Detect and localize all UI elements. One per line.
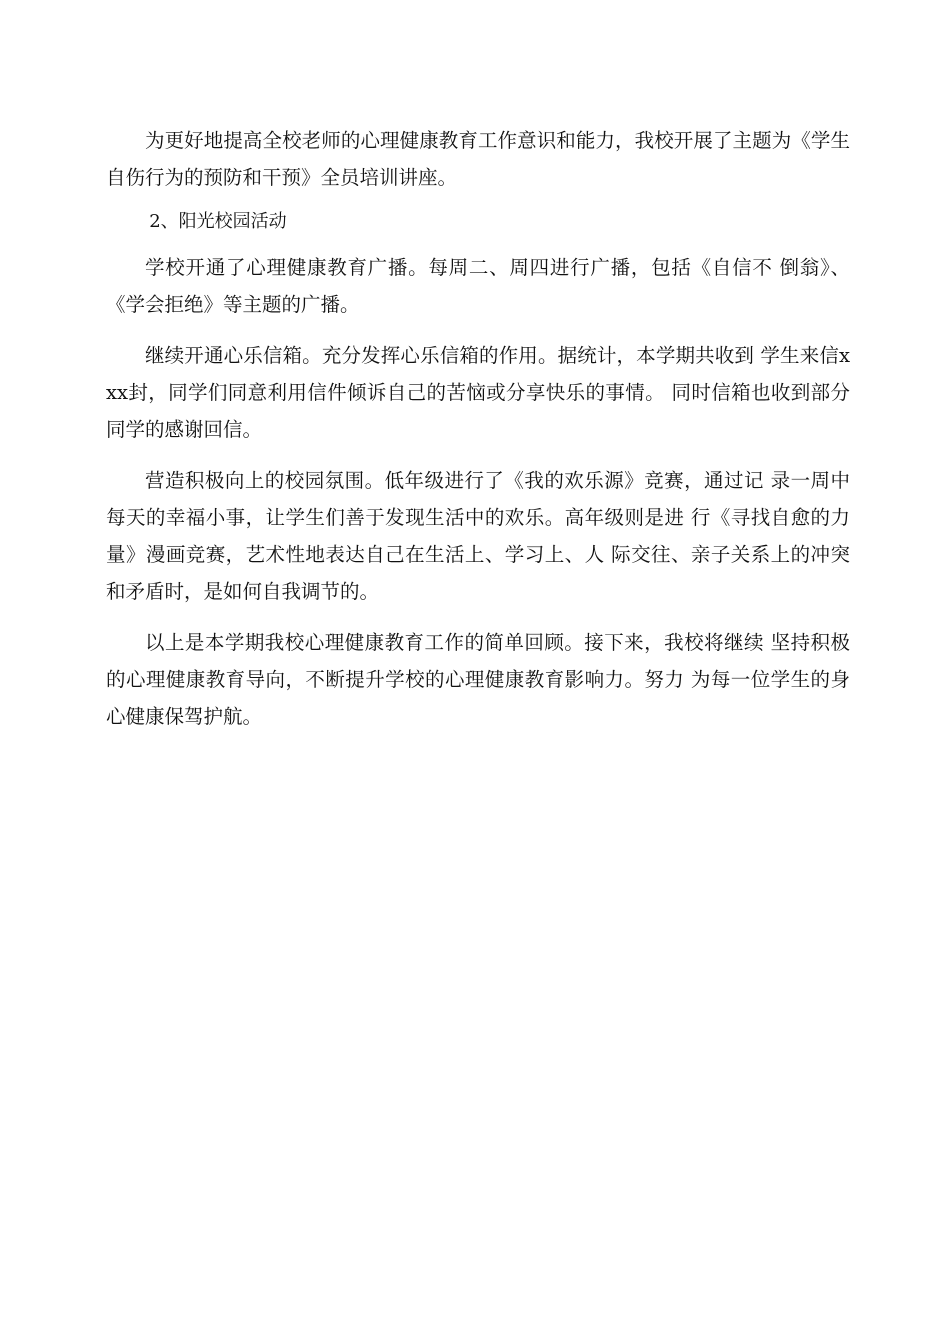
paragraph-training: 为更好地提高全校老师的心理健康教育工作意识和能力，我校开展了主题为《学生自伤行为的预防和干预》全员培训讲座。 <box>106 129 850 189</box>
section-heading: 2、阳光校园活动 <box>149 211 287 232</box>
paragraph-atmosphere: 营造积极向上的校园氛围。低年级进行了《我的欢乐源》竞赛，通过记 录一周中每天的幸福小事，让学生们善于发现生活中的欢乐。高年级则是进 行《寻找自愈的力量》漫画竞赛，艺术性地表达自己在生活上、学习上、人 际交往、亲子关系上的冲突和矛盾时，是如何自我调节的。 <box>106 469 850 603</box>
paragraph-mailbox: 继续开通心乐信箱。充分发挥心乐信箱的作用。据统计，本学期共收到 学生来信xxx封，同学们同意利用信件倾诉自己的苦恼或分享快乐的事情。 同时信箱也收到部分同学的感谢回信。 <box>106 344 850 441</box>
document-page <box>106 122 850 749</box>
paragraph-broadcast: 学校开通了心理健康教育广播。每周二、周四进行广播，包括《自信不 倒翁》、《学会拒绝》等主题的广播。 <box>106 256 850 316</box>
paragraph-summary: 以上是本学期我校心理健康教育工作的简单回顾。接下来，我校将继续 坚持积极的心理健康教育导向，不断提升学校的心理健康教育影响力。努力 为每一位学生的身心健康保驾护航。 <box>106 631 850 728</box>
